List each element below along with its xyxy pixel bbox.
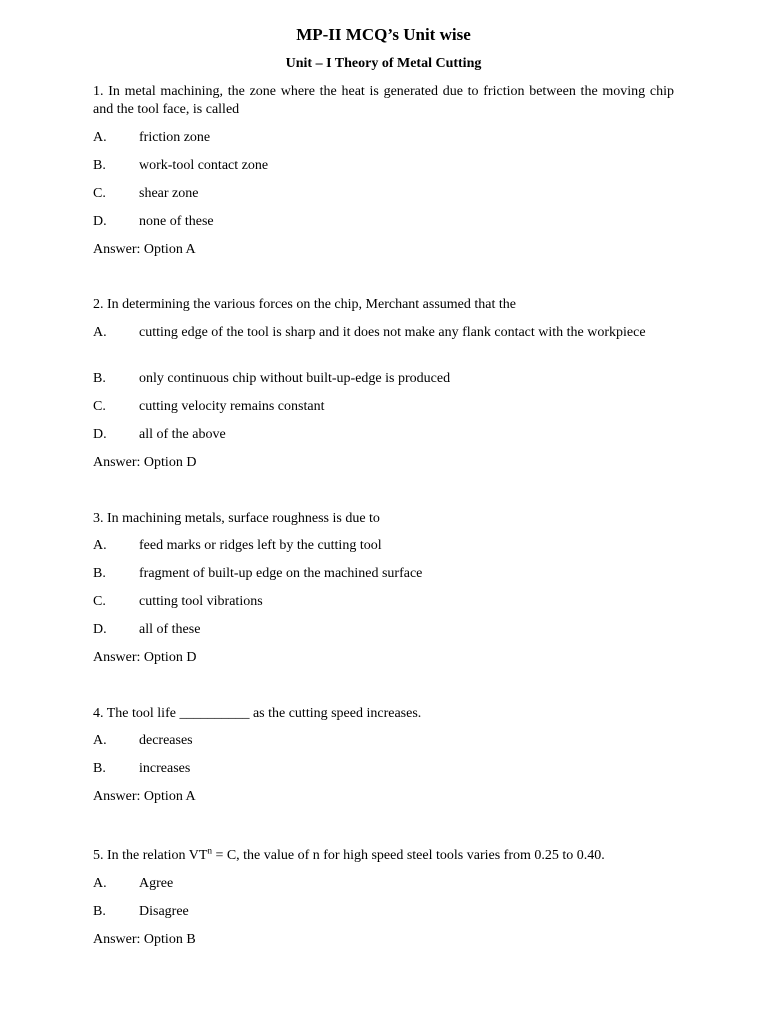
option-letter: C. [93, 186, 106, 201]
option-text: decreases [139, 733, 193, 748]
question-5-option-a [93, 875, 674, 893]
question-3-option-b [93, 565, 674, 583]
option-letter: B. [93, 566, 106, 581]
option-letter: A. [93, 130, 107, 145]
option-letter: C. [93, 594, 106, 609]
unit-subtitle: Unit – I Theory of Metal Cutting [285, 56, 482, 71]
question-3-text: 3. In machining metals, surface roughness is due to [93, 511, 380, 526]
question-2-answer: Answer: Option D [93, 455, 197, 470]
option-text: shear zone [139, 186, 199, 201]
question-1-text: 1. In metal machining, the zone where the heat is generated due to friction between the moving chip and the tool face, is called [93, 84, 674, 117]
question-2-option-b [93, 370, 674, 388]
question-1-option-a [93, 129, 674, 147]
question-2-text: 2. In determining the various forces on the chip, Merchant assumed that the [93, 297, 516, 312]
option-letter: A. [93, 538, 107, 553]
question-5-text-end: = C, the value of n for high speed steel tools varies from 0.25 to 0.40. [211, 848, 605, 863]
page-title: MP-II MCQ’s Unit wise [296, 25, 471, 44]
option-text: cutting velocity remains constant [139, 399, 325, 414]
question-5-text [93, 847, 674, 865]
question-4-text: 4. The tool life __________ as the cutting speed increases. [93, 706, 422, 721]
question-2-option-d [93, 426, 674, 444]
question-1-answer: Answer: Option A [93, 242, 196, 257]
option-letter: B. [93, 904, 106, 919]
question-1-option-d [93, 213, 674, 231]
question-4-option-b [93, 760, 674, 778]
question-1-option-b [93, 157, 674, 175]
option-letter: B. [93, 158, 106, 173]
question-5-option-b [93, 903, 674, 921]
question-5-text-start: 5. In the relation VT [93, 848, 208, 863]
question-2-option-c [93, 398, 674, 416]
option-text: increases [139, 761, 191, 776]
option-text: only continuous chip without built-up-edge is produced [139, 371, 451, 386]
option-text: all of the above [139, 427, 226, 442]
option-letter: D. [93, 427, 107, 442]
option-text: cutting edge of the tool is sharp and it does not make any flank contact with the workpiece [139, 325, 646, 340]
option-letter: C. [93, 399, 106, 414]
option-text: friction zone [139, 130, 211, 145]
option-text: fragment of built-up edge on the machined surface [139, 566, 423, 581]
exponent-superscript: n [207, 845, 212, 856]
option-letter: D. [93, 622, 107, 637]
option-text: cutting tool vibrations [139, 594, 263, 609]
question-3-option-c [93, 593, 674, 611]
question-3-answer: Answer: Option D [93, 650, 197, 665]
option-letter: A. [93, 876, 107, 891]
question-4-answer: Answer: Option A [93, 789, 196, 804]
option-text: Disagree [139, 904, 189, 919]
option-letter: A. [93, 733, 107, 748]
option-text: none of these [139, 214, 214, 229]
question-1-option-c [93, 185, 674, 203]
option-letter: B. [93, 371, 106, 386]
option-text: Agree [139, 876, 174, 891]
question-3-option-d [93, 621, 674, 639]
option-text: work-tool contact zone [139, 158, 269, 173]
option-letter: B. [93, 761, 106, 776]
question-5-answer: Answer: Option B [93, 932, 196, 947]
option-letter: D. [93, 214, 107, 229]
question-4-option-a [93, 732, 674, 750]
option-text: feed marks or ridges left by the cutting tool [139, 538, 382, 553]
option-letter: A. [93, 325, 107, 340]
question-3-option-a [93, 537, 674, 555]
question-2-option-a [93, 324, 674, 342]
option-text: all of these [139, 622, 201, 637]
